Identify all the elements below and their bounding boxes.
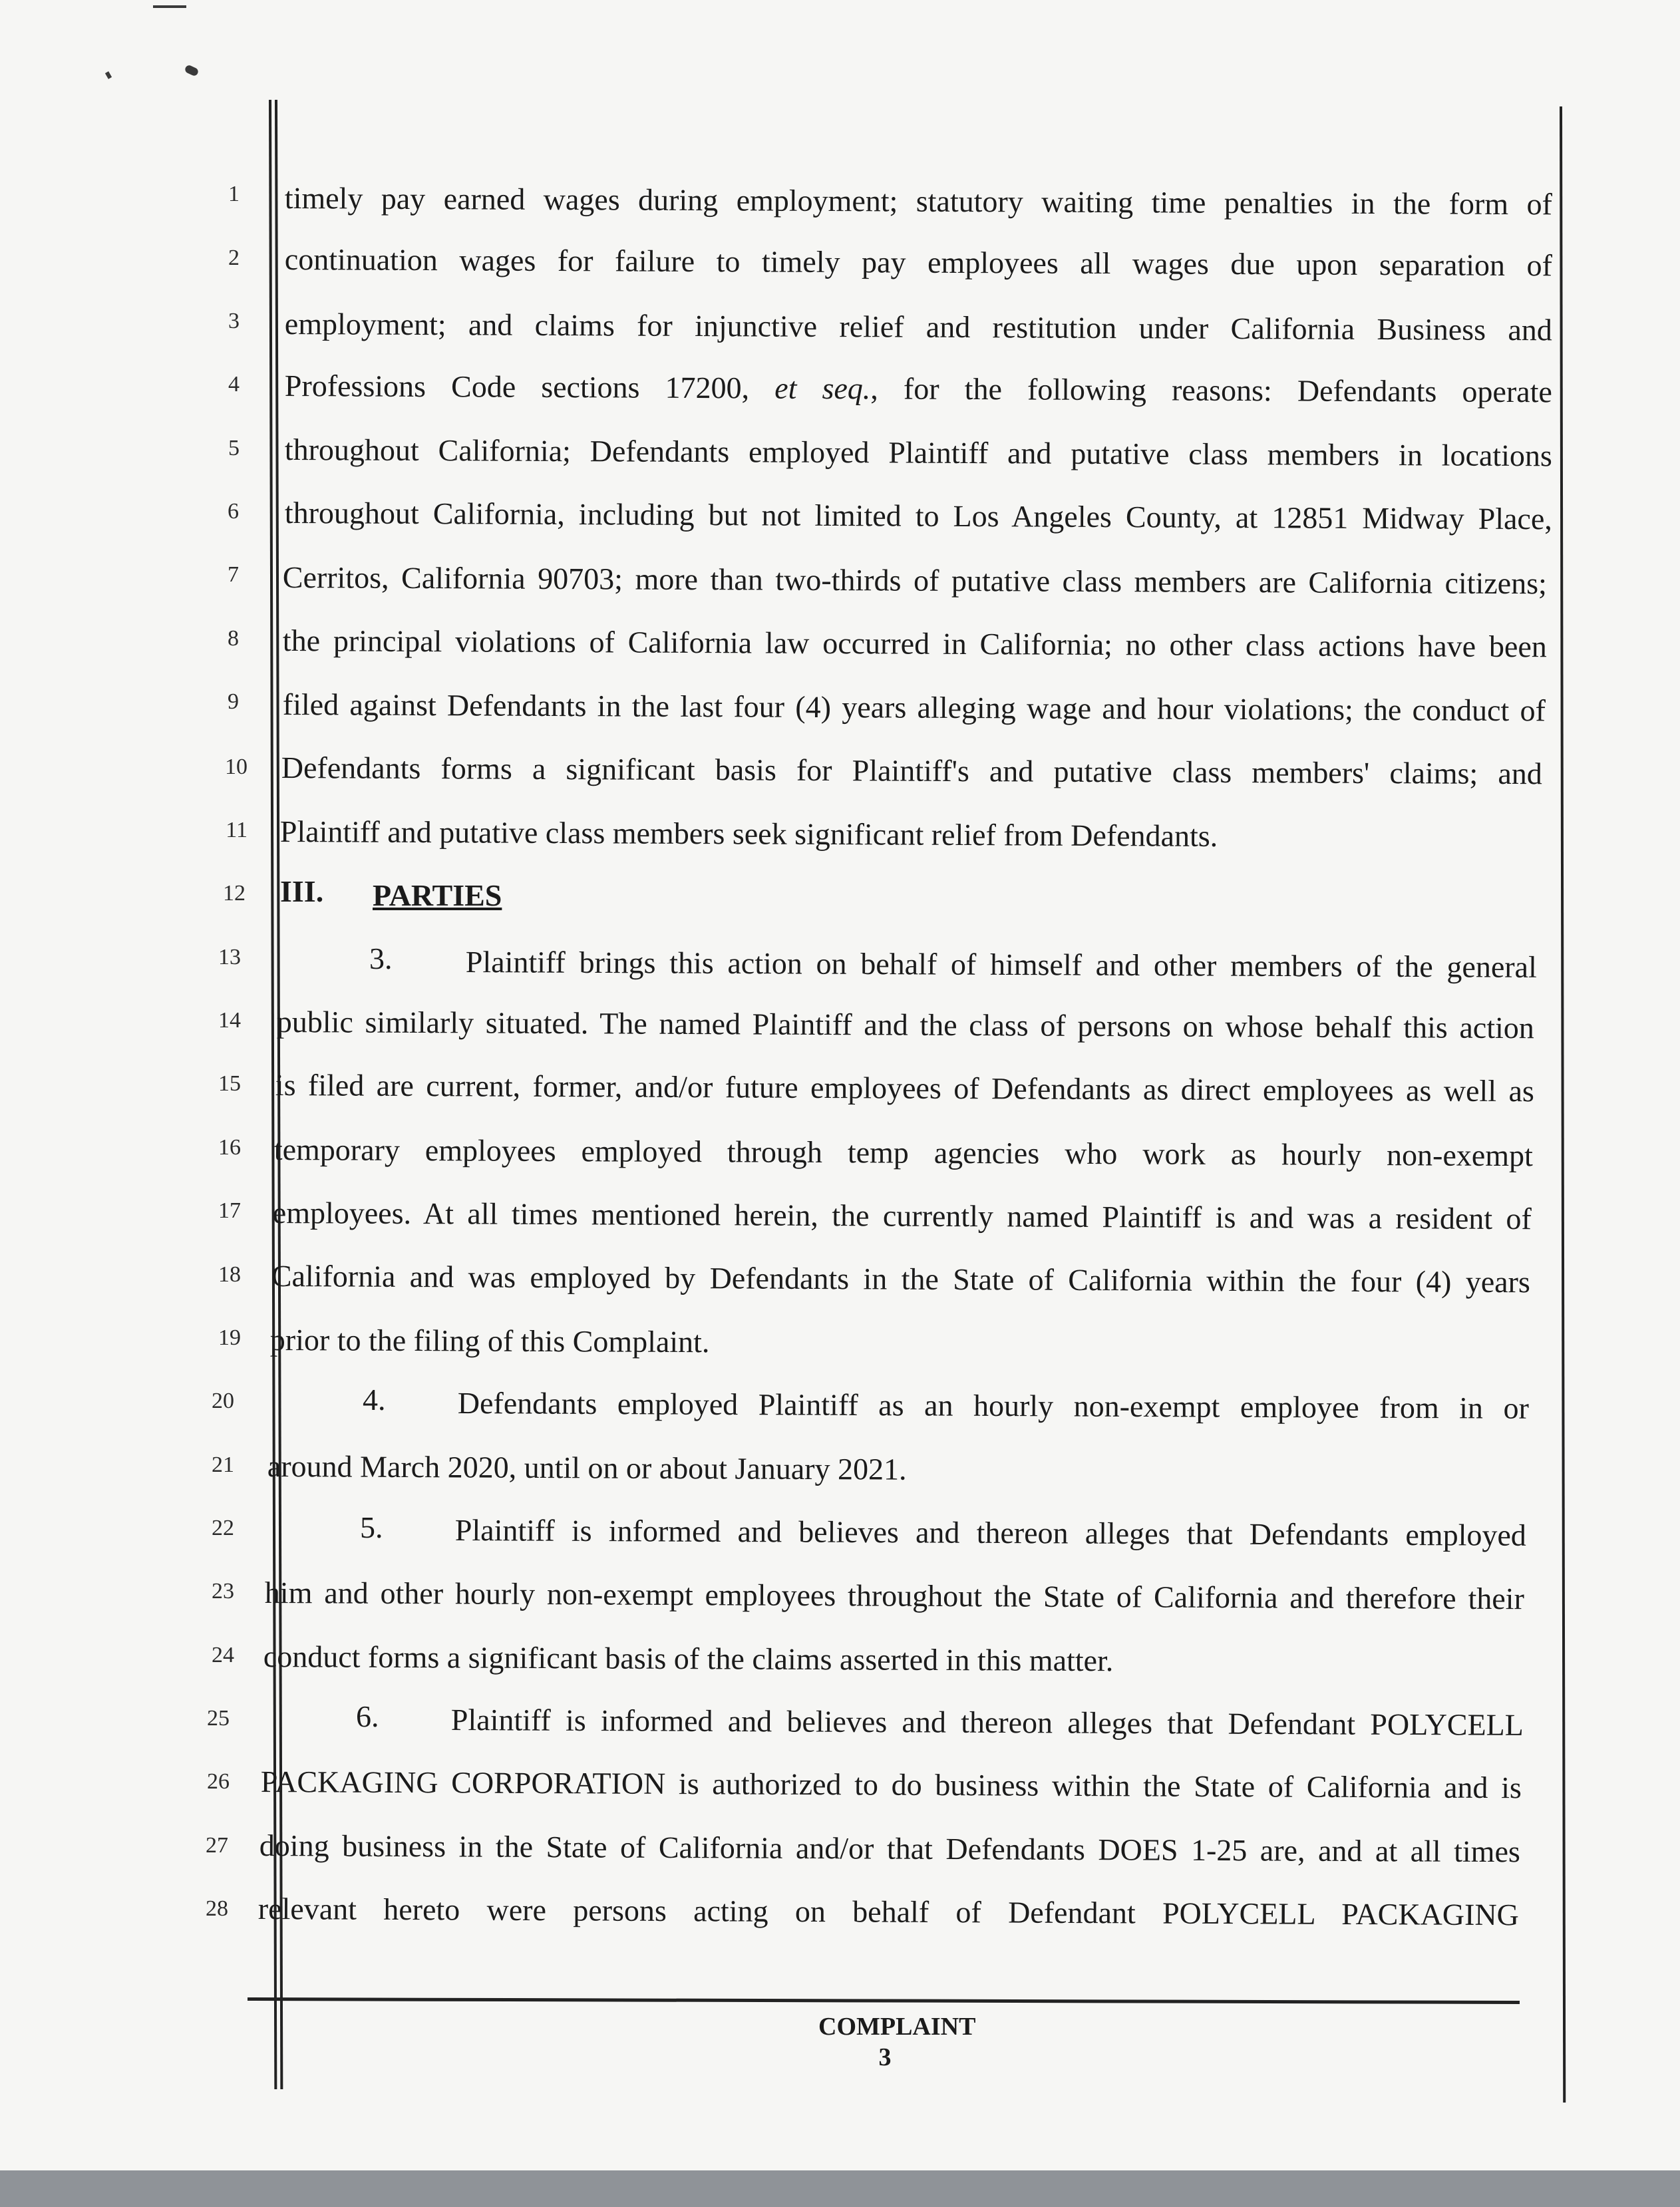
text-line: Cerritos, California 90703; more than two-thirds of putative class members are California citizens; [282, 560, 1547, 601]
text-line: is filed are current, former, and/or future employees of Defendants as direct employees as well as [275, 1068, 1534, 1108]
text-segment: , for the following reasons: Defendants operate [870, 371, 1552, 409]
line-number: 16 [218, 1135, 241, 1160]
line-number: 25 [207, 1706, 230, 1731]
line-number: 3 [228, 309, 240, 333]
paragraph-number: 5. [360, 1510, 383, 1544]
line-number: 19 [218, 1325, 241, 1350]
line-number: 28 [206, 1896, 228, 1921]
line-number: 12 [223, 881, 246, 906]
line-number: 26 [207, 1769, 230, 1794]
text-line: public similarly situated. The named Plaintiff and the class of persons on whose behalf this action [276, 1005, 1534, 1045]
line-number: 17 [218, 1198, 241, 1223]
text-line: PACKAGING CORPORATION is authorized to do business within the State of California and is [260, 1765, 1522, 1805]
text-line: throughout California; Defendants employed Plaintiff and putative class members in locations [284, 432, 1552, 473]
line-number: 21 [212, 1452, 234, 1477]
footer-title: COMPLAINT [818, 2013, 976, 2041]
text-line: Plaintiff brings this action on behalf of himself and other members of the general [465, 945, 1537, 984]
text-line: Plaintiff is informed and believes and thereon alleges that Defendant POLYCELL [450, 1703, 1524, 1742]
line-number: 2 [228, 246, 240, 270]
text-line: relevant hereto were persons acting on behalf of Defendant POLYCELL PACKAGING [257, 1892, 1519, 1932]
line-number: 6 [228, 499, 239, 524]
text-segment: Professions Code sections 17200, [284, 369, 775, 405]
right-margin-rule [1560, 106, 1566, 2103]
line-number: 22 [212, 1516, 234, 1540]
line-number: 23 [212, 1579, 234, 1604]
line-number: 20 [212, 1389, 234, 1413]
line-number: 18 [218, 1262, 241, 1287]
line-number: 27 [206, 1833, 228, 1858]
text-line: California and was employed by Defendants in the State of California within the four (4) years [271, 1259, 1530, 1299]
line-number: 5 [228, 436, 240, 460]
text-line: employment; and claims for injunctive relief and restitution under California Business and [284, 306, 1552, 347]
paragraph-number: 6. [356, 1699, 379, 1733]
text-line: conduct forms a significant basis of the claims asserted in this matter. [263, 1639, 1114, 1678]
line-number: 8 [228, 626, 239, 651]
text-line: prior to the filing of this Complaint. [269, 1323, 710, 1359]
paragraph-number: 3. [369, 941, 393, 975]
line-number: 24 [212, 1643, 234, 1667]
line-number: 4 [228, 372, 240, 397]
text-line: Plaintiff and putative class members seek significant relief from Defendants. [279, 814, 1218, 853]
text-line: Plaintiff is informed and believes and thereon alleges that Defendants employed [454, 1513, 1526, 1552]
text-line: doing business in the State of California and/or that Defendants DOES 1-25 are, and at all times [259, 1828, 1520, 1869]
line-number: 13 [218, 945, 241, 969]
text-line: throughout California, including but not limited to Los Angeles County, at 12851 Midway Place, [284, 496, 1552, 536]
text-line: him and other hourly non-exempt employees throughout the State of California and therefore their [264, 1576, 1524, 1616]
text-line: the principal violations of California law occurred in California; no other class actions have been [282, 623, 1547, 664]
text-line: temporary employees employed through temp agencies who work as hourly non-exempt [273, 1132, 1533, 1173]
page-number: 3 [878, 2043, 892, 2071]
latin-term: et seq. [774, 371, 871, 406]
scanner-edge [0, 2170, 1680, 2207]
section-heading: PARTIES [373, 878, 502, 912]
footer-rule [248, 1997, 1520, 2004]
scan-mark [153, 5, 186, 8]
section-number: III. [280, 874, 324, 908]
paragraph-number: 4. [363, 1383, 386, 1417]
text-line: filed against Defendants in the last four (4) years alleging wage and hour violations; the conduct of [282, 687, 1546, 728]
text-line [285, 367, 1552, 411]
line-number: 15 [218, 1071, 241, 1096]
text-line: employees. At all times mentioned herein, the currently named Plaintiff is and was a resident of [272, 1196, 1532, 1236]
line-number: 10 [225, 755, 248, 779]
text-line: continuation wages for failure to timely pay employees all wages due upon separation of [284, 242, 1552, 283]
line-number: 9 [228, 689, 239, 714]
line-number: 14 [218, 1008, 241, 1033]
scan-mark [184, 64, 199, 77]
line-number: 11 [226, 818, 248, 842]
text-line: timely pay earned wages during employment; statutory waiting time penalties in the form of [284, 180, 1552, 222]
line-number: 7 [228, 562, 239, 587]
text-line: Defendants forms a significant basis for Plaintiff's and putative class members' claims; and [281, 751, 1542, 791]
scan-mark [105, 71, 112, 79]
text-line: around March 2020, until on or about January 2021. [267, 1449, 907, 1486]
text-line: Defendants employed Plaintiff as an hourly non-exempt employee from in or [457, 1386, 1529, 1425]
line-number: 1 [228, 182, 240, 206]
